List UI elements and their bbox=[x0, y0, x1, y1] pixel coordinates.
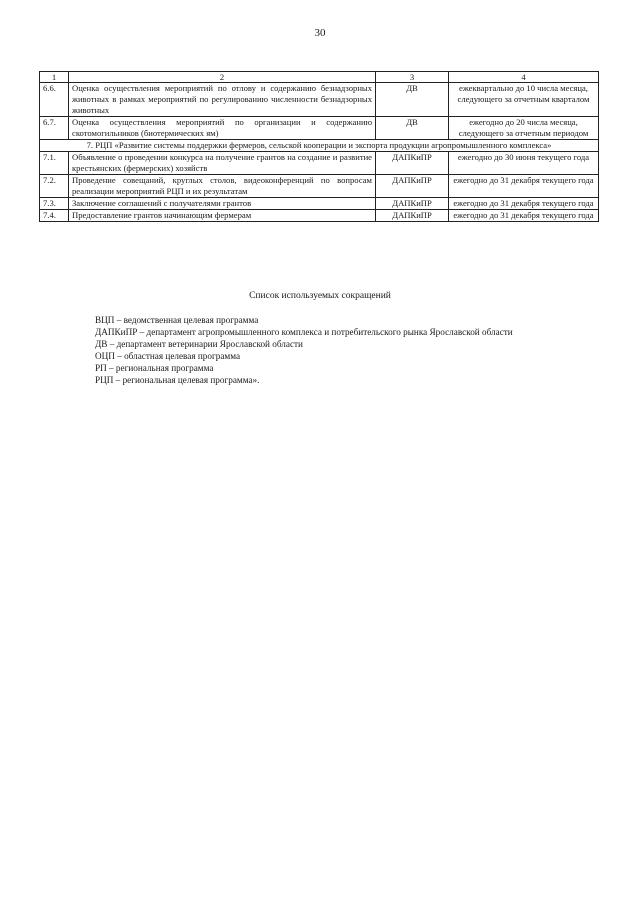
abbreviation-item: ДАПКиПР – департамент агропромышленного комплекса и потребительского рынка Ярославской области bbox=[95, 327, 513, 337]
row-number: 7.1. bbox=[40, 152, 69, 175]
header-cell: 2 bbox=[69, 72, 376, 83]
table-row bbox=[40, 152, 599, 175]
row-term: ежеквартально до 10 числа месяца, следующего за отчетным кварталом bbox=[449, 83, 599, 117]
row-term: ежегодно до 31 декабря текущего года bbox=[449, 210, 599, 222]
row-term: ежегодно до 31 декабря текущего года bbox=[449, 175, 599, 198]
abbreviation-item: ОЦП – областная целевая программа bbox=[95, 351, 241, 361]
row-number: 7.3. bbox=[40, 198, 69, 210]
abbreviations-title: Список используемых сокращений bbox=[249, 291, 391, 301]
table-header-row bbox=[40, 72, 599, 83]
abbreviation-item: ВЦП – ведомственная целевая программа bbox=[95, 315, 259, 325]
row-executor: ДВ bbox=[376, 83, 449, 117]
header-cell: 3 bbox=[376, 72, 449, 83]
section-title: 7. РЦП «Развитие системы поддержки фермеров, сельской кооперации и экспорта продукции агропромышленного комплекса» bbox=[40, 140, 599, 152]
header-cell: 1 bbox=[40, 72, 69, 83]
header-cell: 4 bbox=[449, 72, 599, 83]
row-event: Оценка осуществления мероприятий по отлову и содержанию безнадзорных животных в рамках мероприятий по регулированию численности безнадзорных животных bbox=[69, 83, 376, 117]
row-event: Объявление о проведении конкурса на получение грантов на создание и развитие крестьянских (фермерских) хозяйств bbox=[69, 152, 376, 175]
table-row bbox=[40, 198, 599, 210]
abbreviation-item: РП – региональная программа bbox=[95, 363, 214, 373]
row-executor: ДАПКиПР bbox=[376, 210, 449, 222]
row-term: ежегодно до 30 июня текущего года bbox=[449, 152, 599, 175]
section-row bbox=[40, 140, 599, 152]
table-row bbox=[40, 210, 599, 222]
table-row bbox=[40, 83, 599, 117]
table-row bbox=[40, 175, 599, 198]
row-event: Предоставление грантов начинающим фермерам bbox=[69, 210, 376, 222]
row-event: Проведение совещаний, круглых столов, видеоконференций по вопросам реализации мероприятий РЦП и их результатам bbox=[69, 175, 376, 198]
measures-table bbox=[39, 71, 599, 222]
abbreviation-item: ДВ – департамент ветеринарии Ярославской области bbox=[95, 339, 303, 349]
row-executor: ДАПКиПР bbox=[376, 152, 449, 175]
row-executor: ДВ bbox=[376, 117, 449, 140]
row-event: Заключение соглашений с получателями грантов bbox=[69, 198, 376, 210]
row-number: 6.6. bbox=[40, 83, 69, 117]
table-row bbox=[40, 117, 599, 140]
row-number: 7.2. bbox=[40, 175, 69, 198]
row-event: Оценка осуществления мероприятий по организации и содержанию скотомогильников (биотермических ям) bbox=[69, 117, 376, 140]
page-number: 30 bbox=[314, 27, 326, 39]
row-term: ежегодно до 20 числа месяца, следующего за отчетным периодом bbox=[449, 117, 599, 140]
abbreviations-list bbox=[95, 314, 513, 386]
abbreviation-item: РЦП – региональная целевая программа». bbox=[95, 375, 260, 385]
row-term: ежегодно до 31 декабря текущего года bbox=[449, 198, 599, 210]
row-number: 7.4. bbox=[40, 210, 69, 222]
row-number: 6.7. bbox=[40, 117, 69, 140]
row-executor: ДАПКиПР bbox=[376, 175, 449, 198]
row-executor: ДАПКиПР bbox=[376, 198, 449, 210]
